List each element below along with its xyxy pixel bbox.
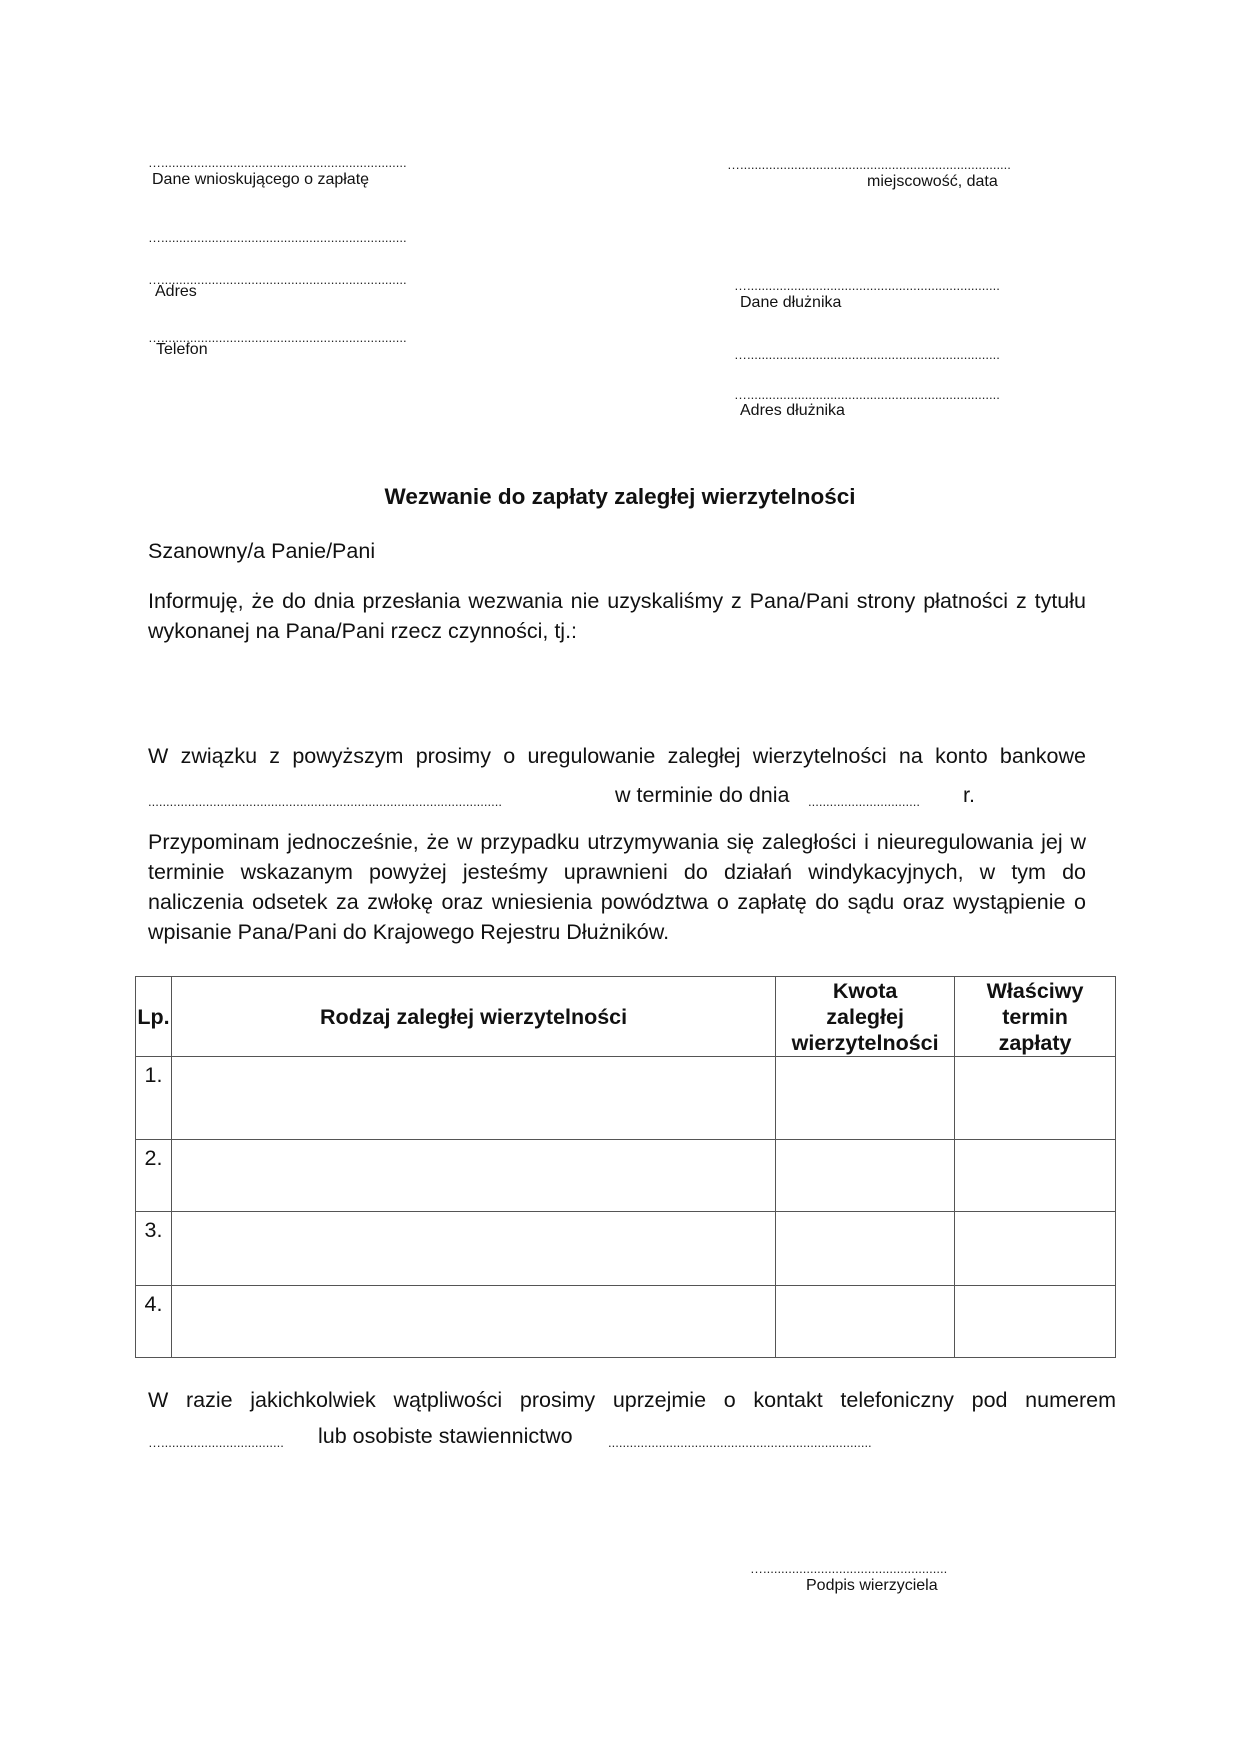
debt-kind-cell[interactable]: [171, 1286, 775, 1358]
greeting: Szanowny/a Panie/Pani: [148, 539, 376, 563]
paragraph-reminder: Przypominam jednocześnie, że w przypadku utrzymywania się zaległości i nieuregulowania jej w terminie wskazanym powyżej jesteśmy uprawnieni do działań windykacyjnych, w tym do naliczenia odsetek za zwłokę oraz wniesienia powództwa o zapłatę do sądu oraz wystąpienie o wpisanie Pana/Pani do Krajowego Rejestru Dłużników.: [148, 830, 1086, 944]
debtor-label: Dane dłużnika: [740, 294, 842, 311]
bank-account-line[interactable]: ..................................................................................................: [148, 794, 502, 809]
paragraph-unpaid-notice: Informuję, że do dnia przesłania wezwania nie uzyskaliśmy z Pana/Pani strony płatności z tytułu wykonanej na Pana/Pani rzecz czynności, tj.:: [148, 589, 1086, 643]
term-cell[interactable]: [955, 1212, 1116, 1286]
header-lp: Lp.: [136, 977, 172, 1057]
visit-text: lub osobiste stawiennictwo: [318, 1424, 573, 1448]
amount-cell[interactable]: [776, 1140, 955, 1212]
header-term: [955, 977, 1116, 1057]
header-amount-line-1: Kwota: [832, 978, 898, 1003]
debt-kind-cell[interactable]: [171, 1140, 775, 1212]
table-header-row: [136, 977, 1116, 1057]
amount-cell[interactable]: [776, 1212, 955, 1286]
header-debt-kind: Rodzaj zaległej wierzytelności: [171, 977, 775, 1057]
phone-line[interactable]: …....................................................................: [148, 330, 407, 345]
applicant-label: Dane wnioskującego o zapłatę: [152, 171, 370, 188]
header-term-line-2: termin: [1002, 1004, 1068, 1029]
applicant-name-line[interactable]: …....................................................................: [148, 155, 407, 170]
amount-cell[interactable]: [776, 1286, 955, 1358]
document-title: Wezwanie do zapłaty zaległej wierzytelności: [384, 484, 856, 509]
table-row: [136, 1057, 1116, 1140]
deadline-text: w terminie do dnia: [615, 783, 790, 807]
debt-table: [135, 976, 1116, 1358]
signature-label: Podpis wierzyciela: [806, 1577, 938, 1594]
header-amount: [776, 977, 955, 1057]
paragraph-contact: W razie jakichkolwiek wątpliwości prosimy uprzejmie o kontakt telefoniczny pod numerem: [148, 1388, 1116, 1412]
place-date-line[interactable]: …...........................................................................: [727, 157, 1011, 172]
row-number: 2.: [136, 1140, 172, 1212]
debtor-line-2[interactable]: …......................................................................: [734, 347, 1000, 362]
deadline-date-line[interactable]: ...............................: [808, 794, 920, 809]
signature-line[interactable]: …...................................................: [750, 1561, 948, 1576]
term-cell[interactable]: [955, 1286, 1116, 1358]
place-date-label: miejscowość, data: [867, 173, 998, 190]
debtor-address-line[interactable]: …......................................................................: [734, 387, 1000, 402]
term-cell[interactable]: [955, 1140, 1116, 1212]
visit-line[interactable]: .........................................................................: [608, 1435, 872, 1450]
table-row: [136, 1286, 1116, 1358]
row-number: 3.: [136, 1212, 172, 1286]
amount-cell[interactable]: [776, 1057, 955, 1140]
debt-kind-cell[interactable]: [171, 1057, 775, 1140]
applicant-line-2[interactable]: …....................................................................: [148, 230, 407, 245]
address-line[interactable]: …....................................................................: [148, 272, 407, 287]
table-row: [136, 1140, 1116, 1212]
debt-kind-cell[interactable]: [171, 1212, 775, 1286]
phone-label: Telefon: [156, 341, 208, 358]
debtor-address-label: Adres dłużnika: [740, 402, 845, 419]
row-number: 1.: [136, 1057, 172, 1140]
address-label: Adres: [155, 283, 197, 300]
year-suffix: r.: [963, 783, 975, 807]
paragraph-payment-request: W związku z powyższym prosimy o uregulowanie zaległej wierzytelności na konto bankowe: [148, 744, 1086, 768]
row-number: 4.: [136, 1286, 172, 1358]
table-row: [136, 1212, 1116, 1286]
header-term-line-1: Właściwy: [986, 978, 1084, 1003]
contact-phone-line[interactable]: …..................................: [148, 1435, 284, 1450]
header-amount-line-3: wierzytelności: [791, 1030, 939, 1055]
term-cell[interactable]: [955, 1057, 1116, 1140]
header-amount-line-2: zaległej: [826, 1004, 904, 1029]
header-term-line-3: zapłaty: [998, 1030, 1072, 1055]
debtor-name-line[interactable]: …......................................................................: [734, 278, 1000, 293]
